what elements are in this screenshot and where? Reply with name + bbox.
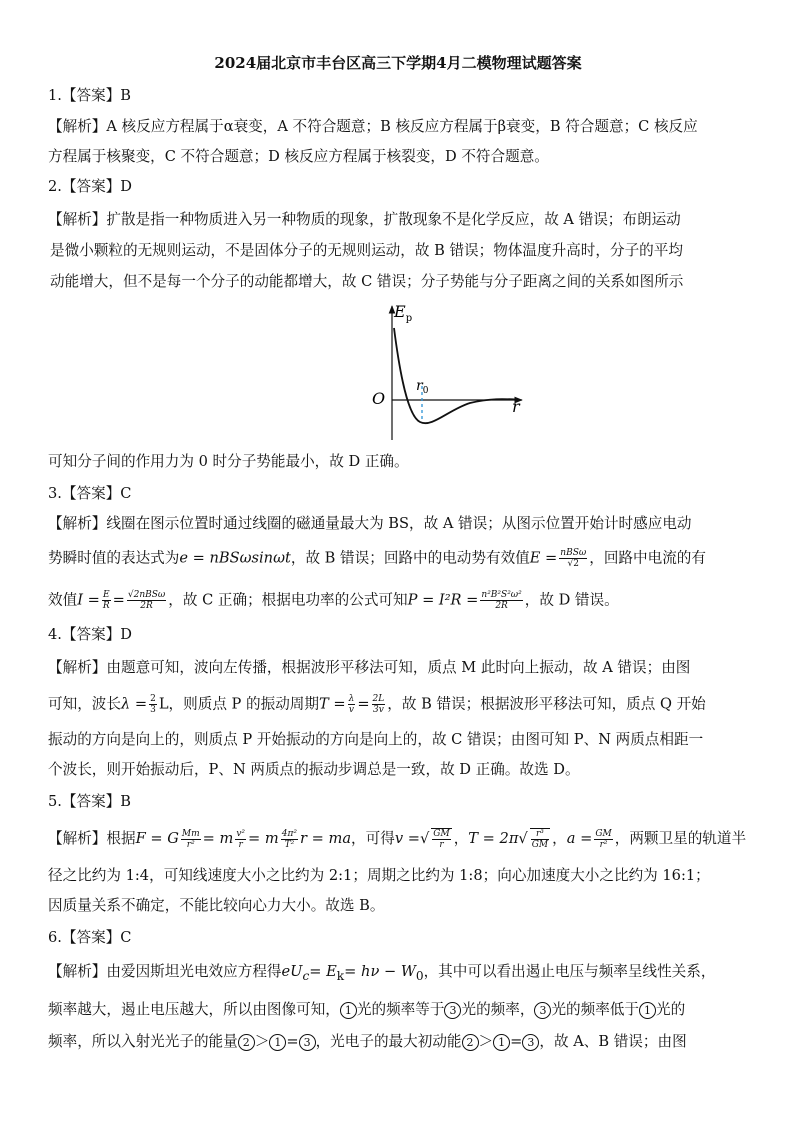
q6-analysis-line-3: 频率，所以入射光光子的能量 2 ＞ 1 = 3 ，光电子的最大初动能 2 ＞ 1 = 3 ，故 A、B 错误；由图 — [48, 1033, 687, 1050]
q4-answer: 4.【答案】D — [48, 626, 132, 643]
circled-3: 3 — [444, 1002, 461, 1019]
r0-label: $r_0$ — [416, 378, 429, 396]
q5-analysis-line-1: 【解析】根据F = G $\frac{Mm}{\text{r²}}$ = m $\frac{\text{v²}}{r}$ = m $\frac{\text{4π²}}{\text{T²}}$ r = ma，可得v =√ $\frac{GM}{r}$ ，T = 2π√ $\frac{\text{r³}}{GM}$ ，a = $\frac{GM}{\text{r²}}$ ，两颗卫星的轨道半 — [48, 828, 747, 850]
q2-analysis-line-4: 可知分子间的作用力为 0 时分子势能最小，故 D 正确。 — [48, 453, 409, 470]
q3-analysis-line-2: 势瞬时值的表达式为e = nBSωsinωt，故 B 错误；回路中的电动势有效值E = $\frac{\text{nBSω}}{√2}$ ，回路中电流的有 — [48, 548, 706, 569]
q5-answer: 5.【答案】B — [48, 793, 132, 810]
q4-analysis-line-4: 个波长，则开始振动后，P、N 两质点的振动步调总是一致，故 D 正确。故选 D。 — [48, 761, 580, 778]
q2-answer: 2.【答案】D — [48, 178, 132, 195]
q4-analysis-line-2: 可知，波长λ = $\frac{2}{3}$ L，则质点 P 的振动周期T = $\frac{\lambda}{v}$ = $\frac{2L}{3v}$ ，故 B 错误；根据波形平移法可知，质点 Q 开始 — [48, 694, 706, 715]
q2-analysis-line-2: 是微小颗粒的无规则运动，不是固体分子的无规则运动，故 B 错误；物体温度升高时，分子的平均 — [50, 242, 683, 259]
q2-analysis-line-3: 动能增大，但不是每一个分子的动能都增大，故 C 错误；分子势能与分子距离之间的关系如图所示 — [50, 273, 684, 290]
emf-fraction: $\frac{\text{nBSω}}{√2}$ — [560, 548, 587, 569]
q3-analysis-line-1: 【解析】线圈在图示位置时通过线圈的磁通量最大为 BS，故 A 错误；从图示位置开始计时感应电动 — [48, 515, 692, 532]
q2-analysis-line-1: 【解析】扩散是指一种物质进入另一种物质的现象，扩散现象不是化学反应，故 A 错误；布朗运动 — [48, 211, 681, 228]
emf-expression: e = nBSωsinωt — [179, 549, 291, 567]
q6-answer: 6.【答案】C — [48, 929, 132, 946]
q1-analysis-line-1: 【解析】A 核反应方程属于α衰变，A 不符合题意；B 核反应方程属于β衰变，B 符合题意；C 核反应 — [48, 118, 698, 135]
ep-label: $E_p$ — [394, 302, 413, 324]
origin-label: O — [372, 389, 386, 408]
q4-analysis-line-1: 【解析】由题意可知，波向左传播，根据波形平移法可知，质点 M 此时向上振动，故 A 错误；由图 — [48, 659, 691, 676]
q1-answer: 1.【答案】B — [48, 87, 132, 104]
potential-energy-graph — [366, 300, 526, 445]
page-title: 2024届北京市丰台区高三下学期4月二模物理试题答案 — [214, 54, 582, 72]
circled-1: 1 — [340, 1002, 357, 1019]
circled-2: 2 — [238, 1034, 255, 1051]
q3-analysis-line-3: 效值I = $\frac{E}{R}$ = $\frac{\text{√2nBSω}}{2R}$ ，故 C 正确；根据电功率的公式可知P = I²R = $\frac{\text{n²B²S²ω²}}{2R}$ ，故 D 错误。 — [48, 590, 619, 611]
q3-answer: 3.【答案】C — [48, 485, 132, 502]
q6-analysis-line-2: 频率越大，遏止电压越大，所以由图像可知， 1 光的频率等于 3 光的频率， 3 光的频率低于 1 光的 — [48, 1001, 686, 1018]
q5-analysis-line-2: 径之比约为 1:4，可知线速度大小之比约为 2:1；周期之比约为 1:8；向心加速度大小之比约为 16:1； — [48, 867, 710, 884]
q4-analysis-line-3: 振动的方向是向上的，则质点 P 开始振动的方向是向上的，故 C 错误；由图可知 P、N 两质点相距一 — [48, 731, 704, 748]
potential-energy-curve — [394, 328, 518, 423]
q5-analysis-line-3: 因质量关系不确定，不能比较向心力大小。故选 B。 — [48, 897, 385, 914]
r-axis-label: r — [512, 397, 520, 416]
q6-analysis-line-1: 【解析】由爱因斯坦光电效应方程得$eU_c= E_k= h\nu - W_0$，其中可以看出遏止电压与频率呈线性关系， — [48, 963, 716, 983]
q1-analysis-line-2: 方程属于核聚变，C 不符合题意；D 核反应方程属于核裂变，D 不符合题意。 — [48, 148, 549, 165]
